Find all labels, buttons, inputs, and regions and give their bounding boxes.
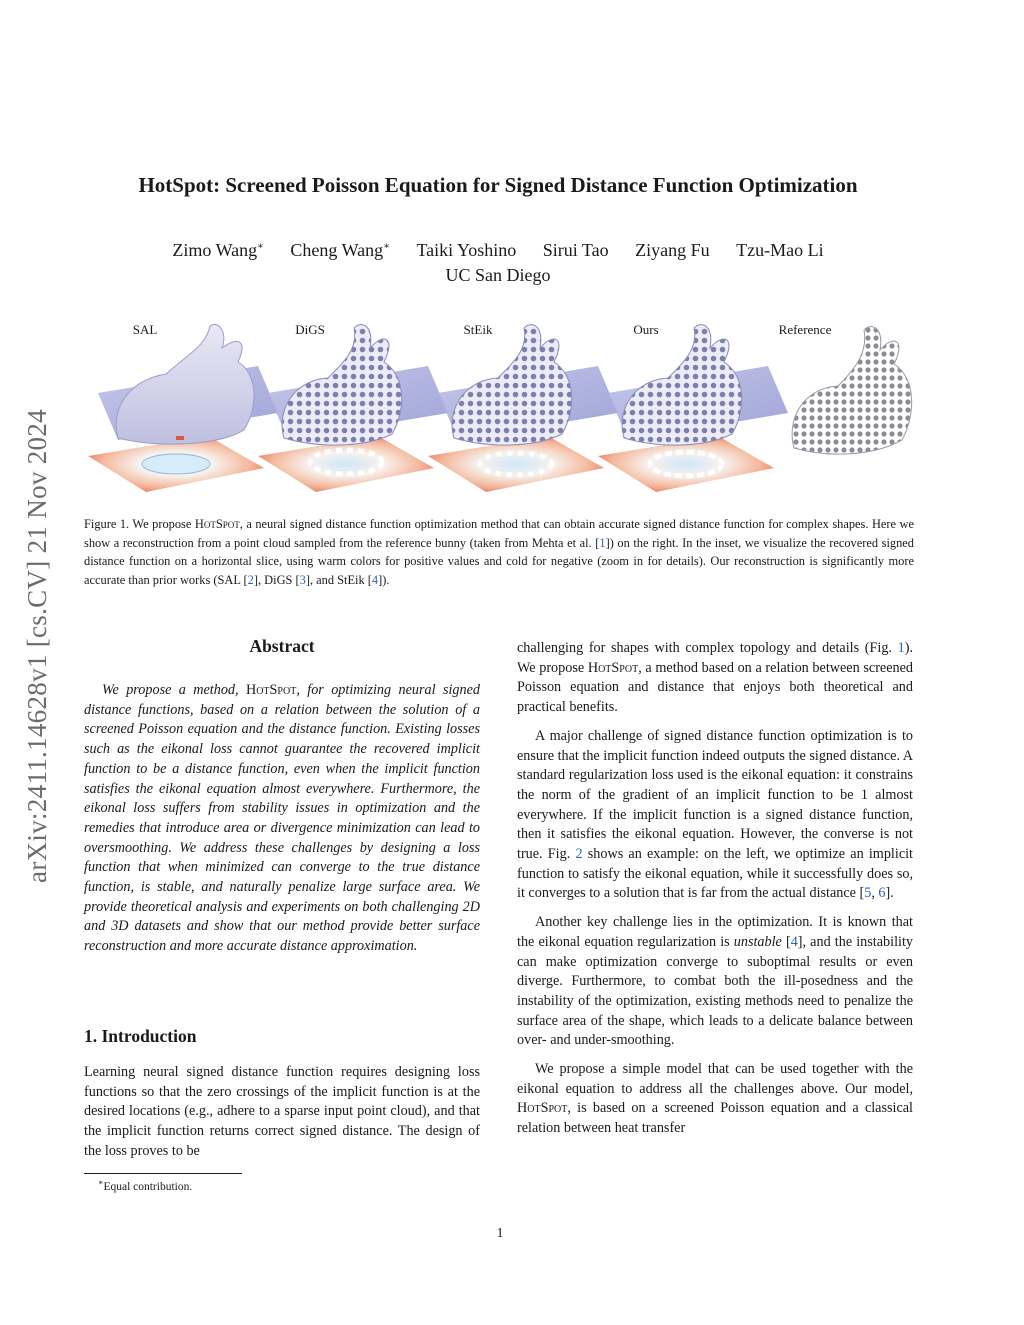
author: Taiki Yoshino	[416, 240, 517, 260]
footnote-rule	[84, 1173, 242, 1174]
abstract-body: We propose a method, HotSpot, for optimizing neural signed distance functions, based on a relation between the solution of a screened Poisson equation and the distance function. Existing losses such as the eikonal loss cannot guarantee the recovered implicit function to be a distance function, even when the implicit function satisfies the eikonal equation almost everywhere. Furthermore, the eikonal loss suffers from stability issues in optimization and the remedies that introduce area or divergence minimization can lead to oversmoothing. We address these challenges by designing a loss function that when minimized can converge to the true distance function, is stable, and naturally penalize large surface area. We provide theoretical analysis and experiments on both challenging 2D and 3D datasets and show that our method provide better surface reconstruction and more accurate distance approximation.	[84, 682, 480, 955]
citation-link[interactable]: 1	[599, 535, 606, 550]
abstract-heading: Abstract	[249, 636, 315, 656]
panel-sal	[88, 324, 278, 492]
page-number: 1	[496, 1226, 504, 1241]
author-list	[100, 240, 896, 261]
arxiv-sidebar-stamp	[22, 346, 52, 946]
footnote: ∗Equal contribution.	[98, 1178, 193, 1193]
citation-link[interactable]: 5	[864, 885, 872, 902]
section-heading-introduction: 1. Introduction	[84, 1026, 197, 1046]
label-ours: Ours	[633, 322, 659, 337]
citation-link[interactable]: 2	[247, 572, 254, 587]
paragraph: Another key challenge lies in the optimization. It is known that the eikonal equation regularization is unstable [4], and the instability can make optimization converge to suboptimal results or even diverge. Furthermore, to combat both the ill-posedness and the instability of the optimization, existing methods need to penalize the surface area of the shape, which leads to a delicate balance between over- and under-smoothing.	[517, 914, 913, 1049]
figure-link[interactable]: 2	[575, 846, 583, 863]
label-steik: StEik	[463, 322, 493, 337]
right-column	[517, 639, 913, 1148]
author: Zimo Wang∗	[172, 240, 264, 260]
affiliation: UC San Diego	[445, 265, 551, 285]
panel-reference	[792, 327, 912, 454]
author: Tzu-Mao Li	[736, 240, 824, 260]
author: Cheng Wang∗	[290, 240, 390, 260]
paragraph: We propose a simple model that can be used together with the eikonal equation to address all the challenges above. Our model, HotSpot, is based on a screened Poisson equation and a classical relation between heat transfer	[517, 1061, 913, 1137]
bunny-comparison-illustration	[88, 318, 936, 493]
panel-digs	[258, 325, 448, 492]
arxiv-identifier: arXiv:2411.14628v1 [cs.CV] 21 Nov 2024	[22, 409, 52, 883]
citation-link[interactable]: 3	[299, 572, 306, 587]
citation-link[interactable]: 4	[371, 572, 379, 587]
label-sal: SAL	[132, 322, 158, 337]
paragraph: A major challenge of signed distance function optimization is to ensure that the implicit function indeed outputs the signed distance. A standard regularization loss used is the eikonal equation: it constrains the norm of the gradient of an implicit function to be 1 almost everywhere. If the implicit function is a signed distance function, then it satisfies the eikonal equation. However, the converse is not true. Fig. 2 shows an example: on the left, we optimize an implicit function to satisfy the eikonal equation, while it successfully does so, it converges to a solution that is far from the actual distance [5, 6].	[517, 727, 913, 902]
label-reference: Reference	[778, 322, 832, 337]
citation-link[interactable]: 4	[790, 933, 798, 950]
author: Sirui Tao	[542, 240, 609, 260]
label-digs: DiGS	[295, 322, 325, 337]
paper-title: HotSpot: Screened Poisson Equation for Signed Distance Function Optimization	[138, 173, 858, 197]
panel-steik	[428, 325, 618, 492]
citation-link[interactable]: 6	[878, 885, 886, 902]
panel-ours	[598, 325, 788, 492]
paragraph: challenging for shapes with complex topology and details (Fig. 1). We propose HotSpot, a method based on a relation between screened Poisson equation and distance that enjoys both theoretical and practical benefits.	[517, 640, 913, 716]
intro-paragraph: Learning neural signed distance function requires designing loss functions so that the zero crossings of the implicit function is at the desired locations (e.g., adhere to a sparse input point cloud), and that the implicit function returns correct signed distance. The design of the loss proves to be	[84, 1064, 480, 1159]
teaser-figure	[88, 318, 936, 493]
author: Ziyang Fu	[635, 240, 710, 260]
figure-caption: Figure 1. We propose HotSpot, a neural signed distance function optimization method that can obtain accurate signed distance function for complex shapes. Here we show a reconstruction from a point cloud sampled from the reference bunny (taken from Mehta et al. [1]) on the right. In the inset, we visualize the recovered signed distance function on a horizontal slice, using warm colors for positive values and cold for negative (zoom in for details). Our reconstruction is significantly more accurate than prior works (SAL [2], DiGS [3], and StEik [4]).	[84, 517, 914, 587]
figure-link[interactable]: 1	[897, 640, 905, 656]
